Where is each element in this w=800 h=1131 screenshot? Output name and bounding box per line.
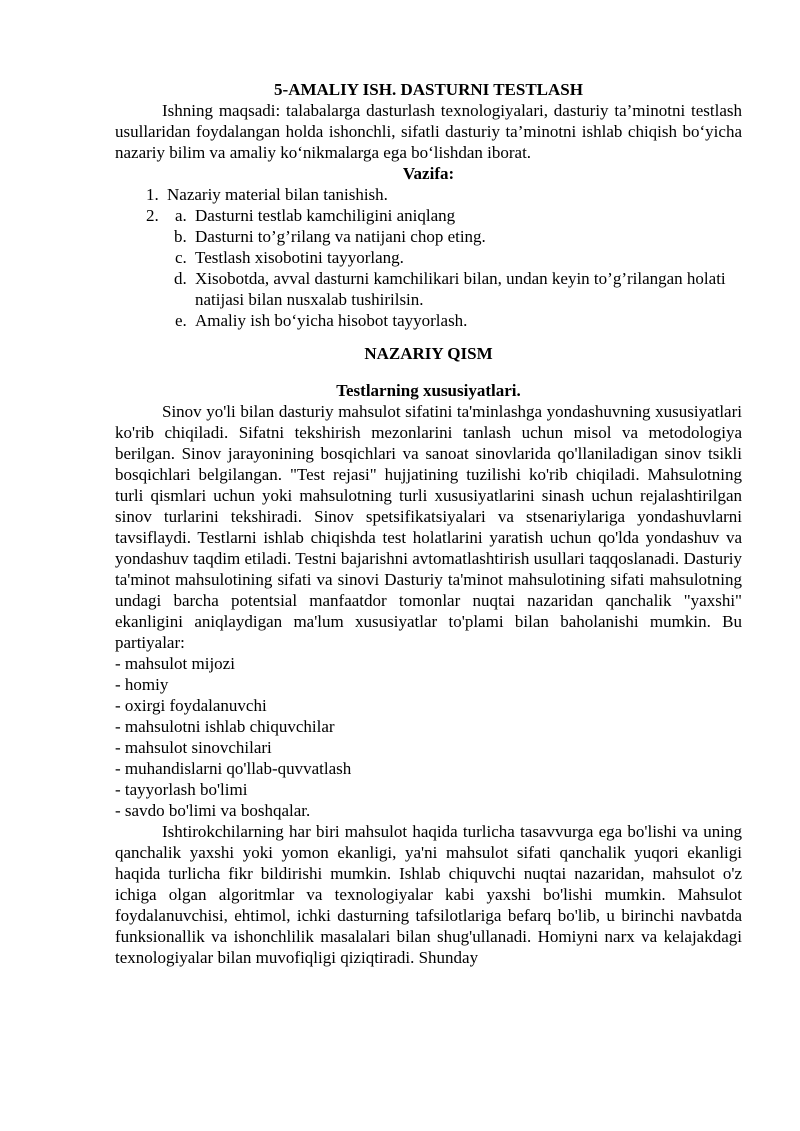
task-heading: Vazifa: <box>402 164 455 183</box>
task-item-1 <box>163 184 742 205</box>
subtask-list <box>167 205 742 331</box>
task-list <box>115 184 742 331</box>
list-item: - tayyorlash bo'limi <box>115 780 248 799</box>
section-heading: NAZARIY QISM <box>364 344 493 363</box>
task-item-2 <box>163 205 742 331</box>
paragraph-1: Sinov yo'li bilan dasturiy mahsulot sifatini ta'minlashga yondashuvning xususiyatlari ko'rib chiqiladi. Sifatni tekshirish mezonlarini tanlash uchun misol va metodologiya berilgan. Sinov jarayonining bosqichlari va sanoat sinovlarida qo'llaniladigan sinov tsikli bosqichlari belgilangan. "Test rejasi" hujjatining tuzilishi ko'rib chiqiladi. Mahsulotning turli qismlari uchun yoki mahsulotning turli xususiyatlarini sinash uchun rejalashtirilgan sinov turlarini tekshiradi. Sinov spetsifikatsiyalari va stsenariylariga yondashuvlarni tavsiflaydi. Testlarni ishlab chiqishda test holatlarini yaratish uchun qo'lda yondashuv va yondashuv taqdim etiladi. Testni bajarishni avtomatlashtirish usullari taqqoslanadi. Dasturiy ta'minot mahsulotining sifati va sinovi Dasturiy ta'minot mahsulotining sifati mahsulotning undagi barcha potentsial manfaatdor tomonlar nuqtai nazaridan qanchalik "yaxshi" ekanligini aniqlaydigan ma'lum xususiyatlar to'plami bilan baholanishi mumkin. Bu partiyalar: <box>115 402 742 652</box>
subtask-e: e. Amaliy ish bo‘yicha hisobot tayyorlash. <box>191 310 742 331</box>
task-item-1-text: Nazariy material bilan tanishish. <box>167 185 388 204</box>
goal-paragraph: Ishning maqsadi: talabalarga dasturlash texnologiyalari, dasturiy ta’minotni testlash usullaridan foydalangan holda ishonchli, sifatli dasturiy ta’minotni ishlab chiqish bo‘yicha nazariy bilim va amaliy ko‘nikmalarga ega bo‘lishdan iborat. <box>115 101 742 162</box>
subtask-d: d. Xisobotda, avval dasturni kamchilikari bilan, undan keyin to’g’rilangan holati natijasi bilan nusxalab tushirilsin. <box>191 268 742 310</box>
list-item: - muhandislarni qo'llab-quvvatlash <box>115 759 352 778</box>
paragraph-2: Ishtirokchilarning har biri mahsulot haqida turlicha tasavvurga ega bo'lishi va uning qanchalik yaxshi yoki yomon ekanligi, ya'ni mahsulot sifati qanchalik yuqori ekanligi haqida turlicha fikr bildirishi mumkin. Ishlab chiquvchi nuqtai nazaridan, mahsulot o'z ichiga olgan algoritmlar va texnologiyalar kabi yaxshi bo'lishi mumkin. Mahsulot foydalanuvchisi, ehtimol, ichki dasturning tafsilotlariga befarq bo'lib, u birinchi navbatda funksionallik va ishonchlilik masalalari bilan shug'ullanadi. Homiyni narx va kelajakdagi texnologiyalar bilan muvofiqligi qiziqtiradi. Shunday <box>115 822 742 967</box>
list-item: - mahsulotni ishlab chiquvchilar <box>115 717 335 736</box>
subtask-b: b. Dasturni to’g’rilang va natijani chop eting. <box>191 226 742 247</box>
list-item: - oxirgi foydalanuvchi <box>115 696 267 715</box>
document-title: 5-AMALIY ISH. DASTURNI TESTLASH <box>274 80 583 99</box>
list-item: - mahsulot mijozi <box>115 654 235 673</box>
subtask-c: c. Testlash xisobotini tayyorlang. <box>191 247 742 268</box>
list-item: - savdo bo'limi va boshqalar. <box>115 801 311 820</box>
parties-list <box>115 653 742 821</box>
subtask-a: a. 2. Dasturni testlab kamchiligini aniqlang <box>191 205 742 226</box>
list-item: - mahsulot sinovchilari <box>115 738 272 757</box>
list-item: - homiy <box>115 675 169 694</box>
subsection-heading: Testlarning xususiyatlari. <box>336 381 521 400</box>
